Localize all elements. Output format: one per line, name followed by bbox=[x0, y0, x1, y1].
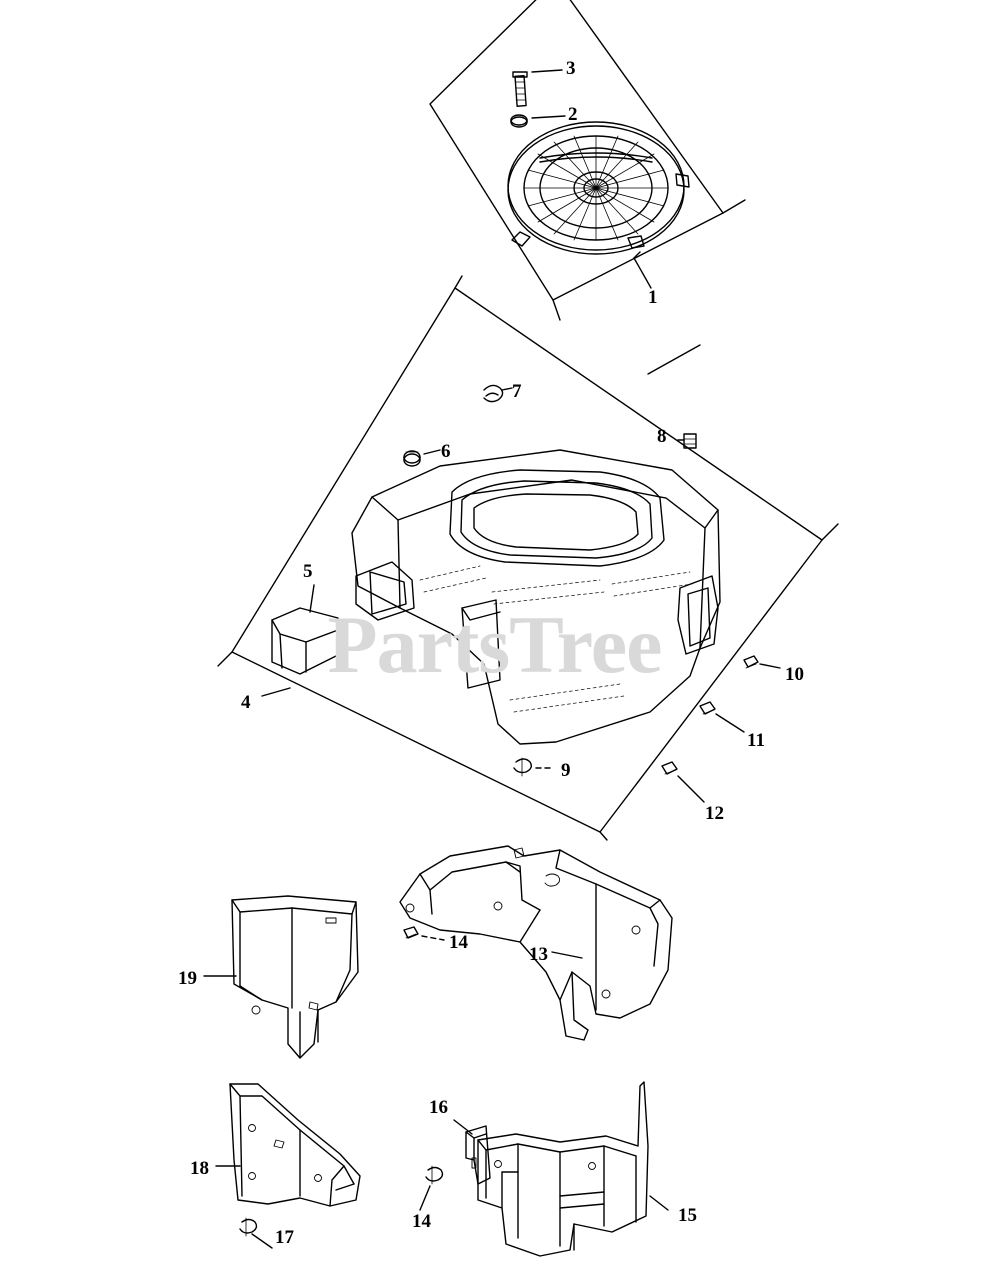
callout-16: 16 bbox=[429, 1097, 448, 1118]
callout-9: 9 bbox=[561, 760, 571, 781]
callout-18: 18 bbox=[190, 1158, 209, 1179]
leader-3 bbox=[532, 70, 562, 72]
watermark-partstree: PartsTree bbox=[327, 599, 662, 690]
leader-14-upper bbox=[422, 936, 444, 940]
leader-2 bbox=[532, 116, 565, 118]
frame-panel-mid-edge-b bbox=[600, 832, 607, 840]
housing-right-edge bbox=[700, 528, 705, 648]
frame-panel-middle bbox=[232, 288, 822, 832]
screen-tab-bottom bbox=[628, 236, 644, 248]
part-11-screw bbox=[700, 702, 715, 714]
frame-panel-mid-edge-d bbox=[218, 652, 232, 666]
leader-15 bbox=[650, 1196, 668, 1210]
part-5-deflector bbox=[272, 608, 340, 674]
part-13-baffle bbox=[400, 846, 672, 1040]
frame-panel-break bbox=[648, 345, 700, 374]
callout-10: 10 bbox=[785, 664, 804, 685]
grass-screen-assembly-group bbox=[430, 0, 745, 320]
callout-3: 3 bbox=[566, 58, 576, 79]
callout-17: 17 bbox=[275, 1227, 294, 1248]
leader-10 bbox=[760, 664, 780, 668]
part-7-clip bbox=[484, 385, 503, 401]
callout-13: 13 bbox=[529, 944, 548, 965]
callout-19: 19 bbox=[178, 968, 197, 989]
callout-1: 1 bbox=[648, 287, 658, 308]
part-10-screw bbox=[744, 656, 758, 668]
leader-6 bbox=[424, 450, 440, 454]
part-9-bolt bbox=[514, 758, 531, 776]
part-18-baffle bbox=[230, 1084, 360, 1206]
part-6-grommet bbox=[404, 451, 420, 466]
housing-front-flap-fold bbox=[462, 608, 500, 620]
leader-14-lower bbox=[420, 1186, 430, 1210]
housing-port-right-inner bbox=[688, 588, 710, 646]
callout-12: 12 bbox=[705, 803, 724, 824]
leader-11 bbox=[716, 714, 744, 732]
part-17-screw bbox=[240, 1218, 256, 1236]
callout-6: 6 bbox=[441, 441, 451, 462]
leader-13 bbox=[552, 952, 582, 958]
part-14-screw-lower bbox=[426, 1166, 442, 1184]
leader-17 bbox=[252, 1234, 272, 1248]
frame-panel-mid-edge-c bbox=[822, 524, 838, 540]
frame-edge-a bbox=[553, 300, 560, 320]
callout-11: 11 bbox=[747, 730, 765, 751]
housing-top-rim bbox=[372, 480, 718, 528]
part-12-screw bbox=[662, 762, 677, 774]
part-19-baffle bbox=[232, 896, 358, 1058]
frame-panel-mid-edge-a bbox=[455, 276, 462, 288]
leader-1 bbox=[634, 258, 651, 288]
callout-5: 5 bbox=[303, 561, 313, 582]
callout-15: 15 bbox=[678, 1205, 697, 1226]
leader-4 bbox=[262, 688, 290, 696]
housing-left-edge bbox=[398, 520, 400, 608]
part-3-screw bbox=[513, 72, 527, 106]
housing-top-recess-inner bbox=[461, 481, 652, 558]
leader-12 bbox=[678, 776, 704, 802]
leader-5 bbox=[310, 585, 314, 612]
housing-top-recess-inner2 bbox=[474, 494, 638, 550]
callout-2: 2 bbox=[568, 104, 578, 125]
part-15-baffle bbox=[472, 1082, 648, 1256]
callout-8: 8 bbox=[657, 426, 667, 447]
housing-vent-lines bbox=[420, 566, 692, 712]
callout-14-lower: 14 bbox=[412, 1211, 431, 1232]
blower-housing-group bbox=[218, 276, 838, 840]
part-14-screw-upper bbox=[404, 927, 418, 938]
leader-16 bbox=[454, 1120, 472, 1134]
callout-14-upper: 14 bbox=[449, 932, 468, 953]
callout-4: 4 bbox=[241, 692, 251, 713]
callout-7: 7 bbox=[512, 381, 522, 402]
frame-edge-b bbox=[723, 200, 745, 213]
leader-7 bbox=[502, 388, 512, 390]
part-2-washer bbox=[511, 115, 527, 127]
